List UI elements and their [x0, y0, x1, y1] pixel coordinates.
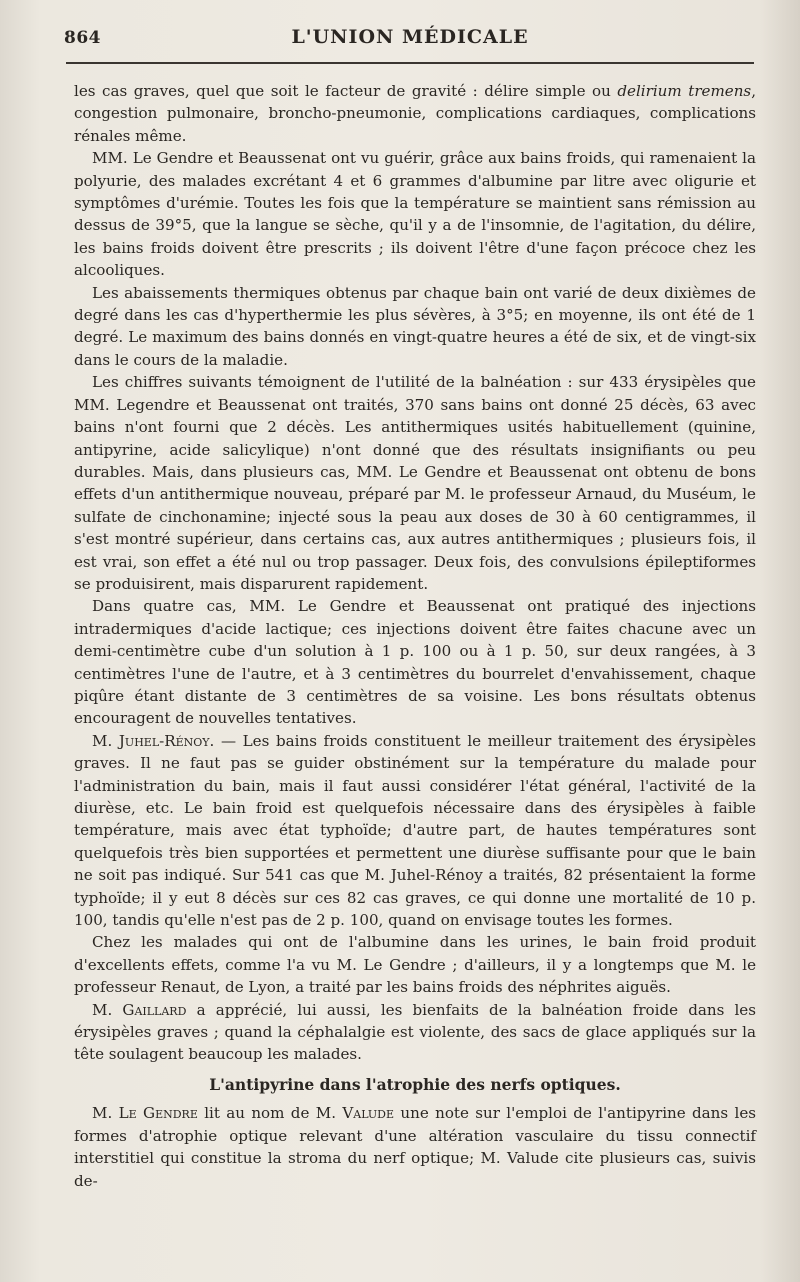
- text-run: une note sur l'emploi de l'antipyrine dans les formes d'atrophie optique relevant d'une altération vasculaire du tissu connectif interstitiel qui constitue la stroma du nerf optique; M. Valude cite plusieurs cas, suivis de-: [74, 1104, 756, 1190]
- header-rule: [66, 62, 754, 64]
- author-name: Juhel-Rénoy: [118, 731, 210, 750]
- text-run: Les abaissements thermiques obtenus par chaque bain ont varié de deux dixièmes de degré dans les cas d'hyperthermie les plus sévères, à 3°5; en moyenne, ils ont été de 1 degré. Le maximum des bains donnés en vingt-quatre heures a été de six, et de vingt-six dans le cours de la maladie.: [74, 283, 756, 369]
- author-name: Gaillard: [122, 1000, 187, 1019]
- text-run: M.: [92, 731, 119, 750]
- paragraphs-before-heading: [74, 80, 756, 1066]
- paragraph-p8: [74, 999, 756, 1066]
- page-number: 864: [64, 28, 101, 48]
- paragraph-p3: [74, 282, 756, 372]
- author-name: Le Gendre: [118, 1104, 198, 1123]
- italic-term: delirium tremens: [617, 82, 752, 100]
- author-name: Valude: [342, 1104, 395, 1123]
- text-run: MM. Le Gendre et Beaussenat ont vu guérir, grâce aux bains froids, qui ramenaient la polyurie, des malades excrétant 4 et 6 grammes d'albumine par litre avec oligurie et symptômes d'urémie. Toutes les fois que la température se maintient sans rémission au dessus de 39°5, que la langue se sèche, qu'il y a de l'insomnie, de l'agitation, du délire, les bains froids doivent être prescrits ; ils doivent l'être d'une façon précoce chez les alcooliques.: [74, 149, 756, 280]
- text-run: lit au nom de M.: [197, 1104, 343, 1123]
- text-run: les cas graves, quel que soit le facteur de gravité : délire simple ou: [74, 82, 618, 100]
- paragraph-p7: [74, 931, 756, 998]
- text-run: Les chiffres suivants témoignent de l'utilité de la balnéation : sur 433 érysipèles que MM. Legendre et Beaussenat ont traités, 370 sans bains ont donné 25 décès, 63 avec bains n'ont fourni que 2 décès. Les antithermiques usités habituellement (quinine, antipyrine, acide salicylique) n'ont donné que des résultats insignifiants ou peu durables. Mais, dans plusieurs cas, MM. Le Gendre et Beaussenat ont obtenu de bons effets d'un antithermique nouveau, préparé par M. le professeur Arnaud, du Muséum, le sulfate de cinchonamine; injecté sous la peau aux doses de 30 à 60 centigrammes, il s'est montré supérieur, dans certains cas, aux autres antithermiques ; plusieurs fois, il est vrai, son effet a été nul ou trop passager. Deux fois, des convulsions épileptiformes se produisirent, mais disparurent rapidement.: [74, 373, 756, 593]
- text-run: a apprécié, lui aussi, les bienfaits de la balnéation froide dans les érysipèles graves ; quand la céphalalgie est violente, des sacs de glace appliqués sur la tête soulagent beaucoup les malades.: [74, 1000, 756, 1064]
- paragraph-p4: [74, 371, 756, 595]
- text-run: Chez les malades qui ont de l'albumine dans les urines, le bain froid produit d'excellents effets, comme l'a vu M. Le Gendre ; d'ailleurs, il y a longtemps que M. le professeur Renaut, de Lyon, a traité par les bains froids des néphrites aiguës.: [74, 933, 756, 997]
- text-run: Dans quatre cas, MM. Le Gendre et Beaussenat ont pratiqué des injections intradermiques d'acide lactique; ces injections doivent être faites chacune avec un demi-centimètre cube d'un solution à 1 p. 100 ou à 1 p. 50, sur deux rangées, à 3 centimètres l'une de l'autre, et à 3 centimètres du bourrelet d'envahissement, chaque piqûre étant distante de 3 centimètres de sa voisine. Les bons résultats obtenus encouragent de nouvelles tentatives.: [74, 597, 756, 728]
- paragraph-p2: [74, 147, 756, 281]
- paragraph-p9: [74, 1102, 756, 1192]
- text-run: , congestion pulmonaire, broncho-pneumonie, complications cardiaques, complications rénales même.: [74, 82, 756, 145]
- paragraph-p6: [74, 730, 756, 932]
- paragraph-p5: [74, 595, 756, 729]
- text-run: . — Les bains froids constituent le meilleur traitement des érysipèles graves. Il ne faut pas se guider obstinément sur la température du malade pour l'administration du bain, mais il faut aussi considérer l'état général, l'activité de la diurèse, etc. Le bain froid est quelquefois nécessaire dans des érysipèles à faible température, mais avec état typhoïde; d'autre part, de hautes températures sont quelquefois très bien supportées et permettent une diurèse suffisante pour que le bain ne soit pas indiqué. Sur 541 cas que M. Juhel-Rénoy a traités, 82 présentaient la forme typhoïde; il y eut 8 décès sur ces 82 cas graves, ce qui donne une mortalité de 10 p. 100, tandis qu'elle n'est pas de 2 p. 100, quand on envisage toutes les formes.: [74, 731, 756, 930]
- text-run: M.: [92, 1000, 123, 1019]
- paragraphs-after-heading: [74, 1102, 756, 1192]
- text-run: M.: [92, 1104, 119, 1123]
- running-header: [64, 22, 756, 52]
- journal-title: L'UNION MÉDICALE: [291, 26, 529, 48]
- section-heading: L'antipyrine dans l'atrophie des nerfs optiques.: [209, 1074, 621, 1094]
- article-body: [74, 80, 756, 1192]
- paragraph-p1: [74, 80, 756, 147]
